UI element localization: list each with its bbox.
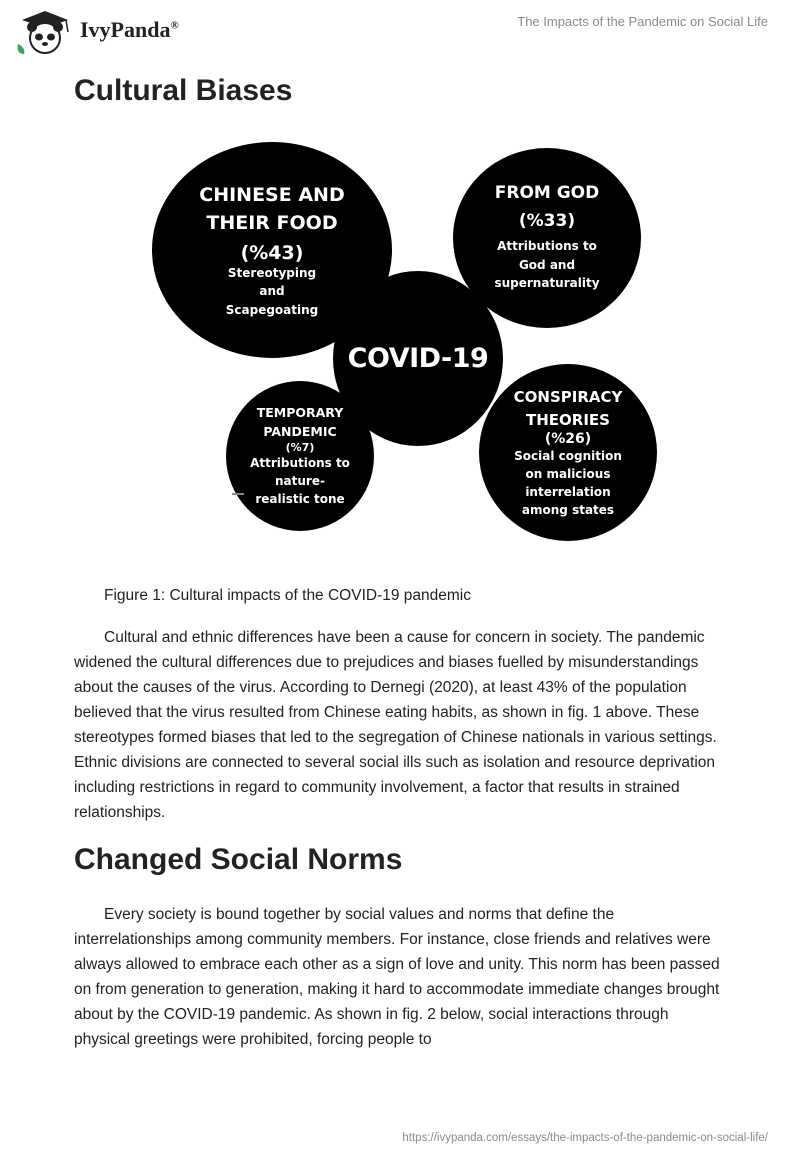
section-heading-changed-social-norms: Changed Social Norms bbox=[74, 843, 403, 876]
figure-caption: Figure 1: Cultural impacts of the COVID-19 pandemic bbox=[104, 587, 471, 604]
circle-temporary-pandemic bbox=[226, 381, 374, 531]
circle-description: Stereotyping and Scapegoating bbox=[225, 265, 319, 317]
paragraph-cultural-biases: Cultural and ethnic differences have been a cause for concern in society. The pandemic widened the cultural differences due to prejudices and biases fuelled by misunderstandings about the causes of the virus. According to Dernegi (2020), at least 43% of the population believed that the virus resulted from Chinese eating habits, as shown in fig. 1 above. These stereotypes formed biases that led to the segregation of Chinese nationals in various settings. Ethnic divisions are connected to several social ills such as isolation and resource deprivation including restrictions in regard to community involvement, a factor that results in strained relationships. bbox=[74, 629, 717, 821]
circle-percent: (%43) bbox=[240, 241, 304, 264]
circle-description: Attributions to nature-realistic tone bbox=[250, 456, 350, 507]
circle-title: TEMPORARY PANDEMIC bbox=[256, 404, 344, 439]
circle-title: CONSPIRACY THEORIES bbox=[513, 388, 623, 429]
circle-description: Social cognition on malicious interrelation among states bbox=[514, 449, 622, 517]
circle-conspiracy-theories bbox=[479, 364, 657, 541]
circle-percent: (%33) bbox=[518, 211, 576, 232]
panda-logo-icon[interactable] bbox=[14, 8, 76, 56]
registered-mark: ® bbox=[170, 19, 179, 32]
page-header bbox=[0, 0, 800, 60]
brand-text: IvyPanda bbox=[80, 17, 171, 42]
paragraph-changed-social-norms: Every society is bound together by social values and norms that define the interrelationships among community members. For instance, close friends and relatives were always allowed to embrace each other as a sign of love and unity. This norm has been passed on from generation to generation, making it hard to accommodate immediate changes brought about by the COVID-19 pandemic. As shown in fig. 2 below, social interactions through physical greetings were prohibited, forcing people to bbox=[74, 906, 720, 1048]
center-label: COVID-19 bbox=[347, 343, 489, 374]
document-title: The Impacts of the Pandemic on Social Life bbox=[517, 14, 768, 29]
brand-name[interactable] bbox=[80, 17, 179, 43]
circle-description: Attributions to God and supernaturality bbox=[494, 239, 600, 291]
section-heading-cultural-biases: Cultural Biases bbox=[74, 74, 293, 107]
figure-mark bbox=[232, 493, 244, 495]
footer-source-url[interactable]: https://ivypanda.com/essays/the-impacts-of-the-pandemic-on-social-life/ bbox=[402, 1132, 768, 1144]
circle-percent: (%26) bbox=[544, 431, 592, 447]
circle-title: CHINESE AND THEIR FOOD bbox=[199, 183, 345, 235]
circle-title: FROM GOD bbox=[494, 183, 600, 204]
circle-percent: (%7) bbox=[285, 441, 315, 455]
cultural-impacts-figure bbox=[150, 138, 660, 548]
